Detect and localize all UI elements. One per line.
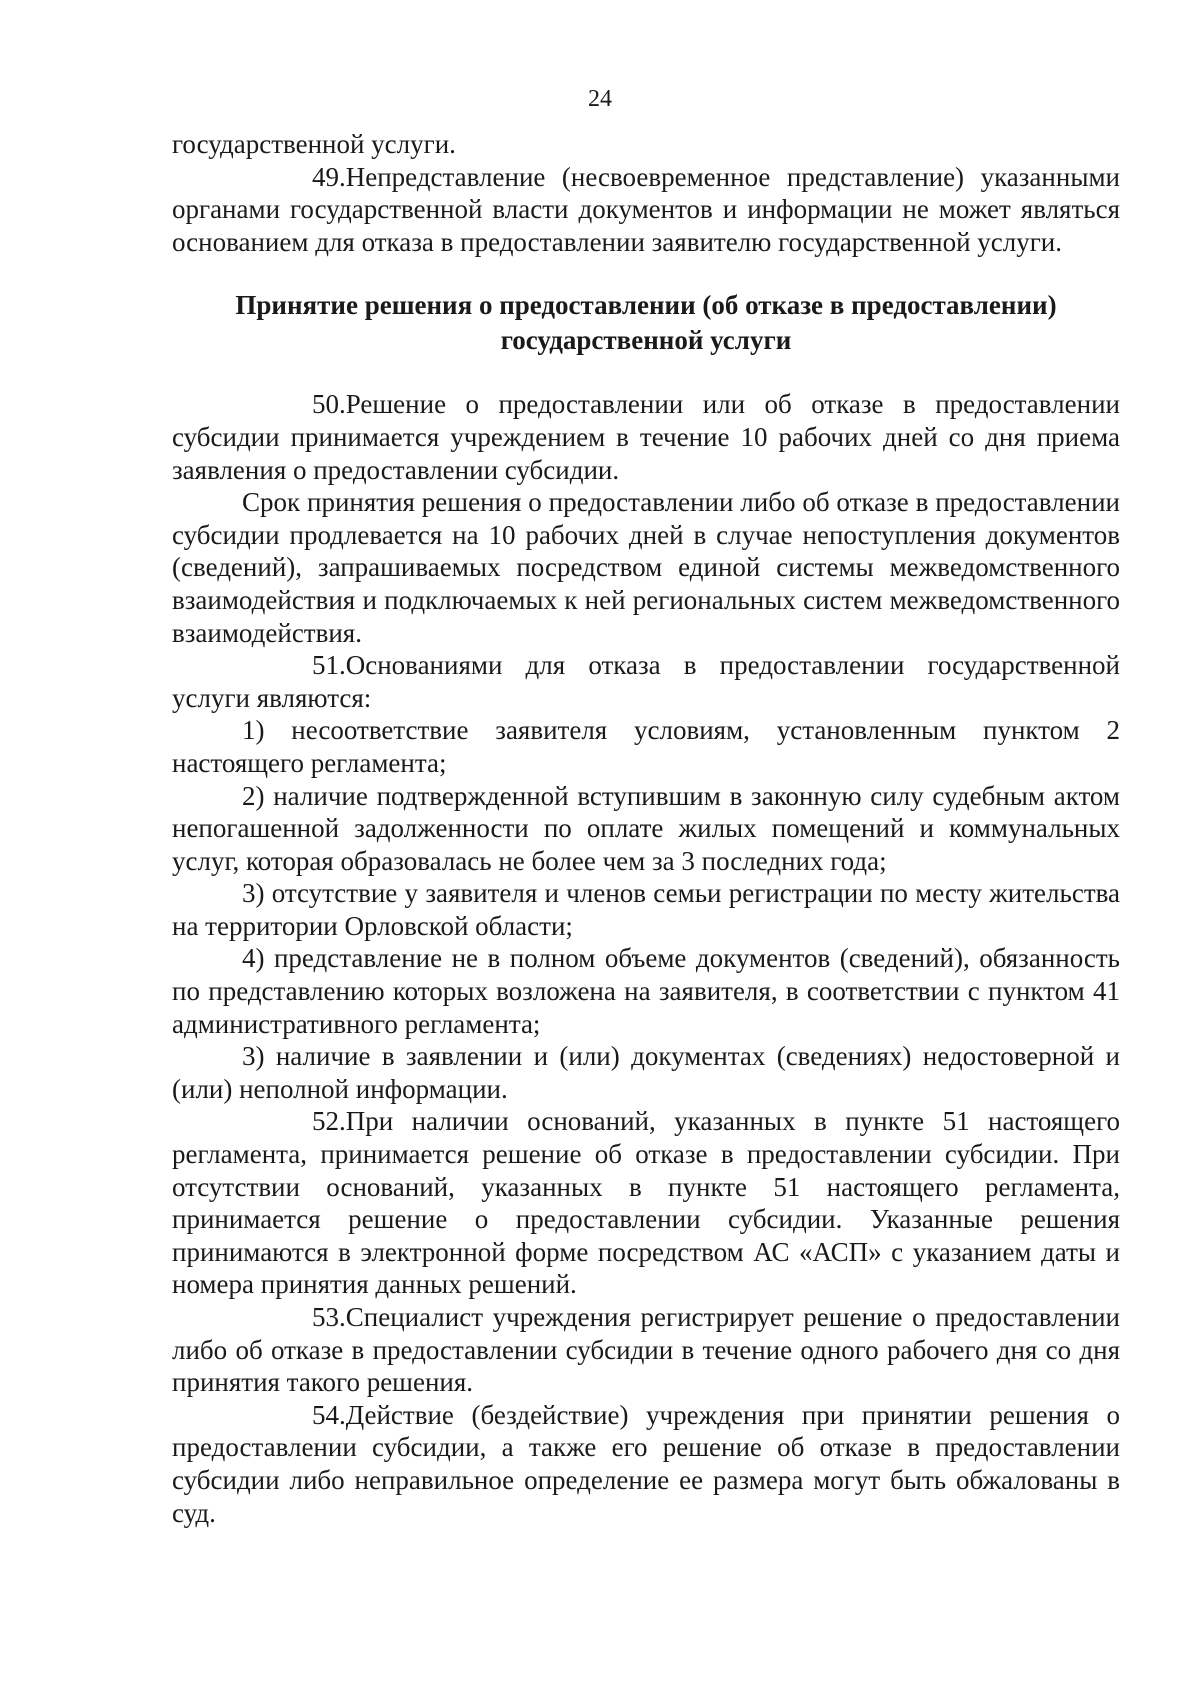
section-heading-line-1: Принятие решения о предоставлении (об отказе в предоставлении): [235, 290, 1057, 321]
paragraph-52: [172, 1105, 1120, 1301]
paragraph-number: 52.: [312, 1106, 346, 1137]
paragraph-text: Решение о предоставлении или об отказе в предоставлении субсидии принимается учреждением в течение 10 рабочих дней со дня приема заявления о предоставлении субсидии.: [172, 389, 1120, 485]
list-item-3: 3) отсутствие у заявителя и членов семьи регистрации по месту жительства на территории Орловской области;: [172, 878, 1120, 941]
paragraph-54: [172, 1399, 1120, 1529]
section-heading: [172, 288, 1120, 358]
paragraph-number: 49.: [312, 161, 346, 192]
page-number: 24: [588, 86, 612, 112]
paragraph-50: [172, 388, 1120, 486]
list-item-4: 4) представление не в полном объеме документов (сведений), обязанность по представлению которых возложена на заявителя, в соответствии с пунктом 41 административного регламента;: [172, 943, 1120, 1039]
document-body: [172, 128, 1120, 1529]
paragraph-49: [172, 161, 1120, 259]
paragraph-number: 51.: [312, 650, 346, 681]
paragraph-number: 54.: [312, 1399, 346, 1430]
paragraph-number: 53.: [312, 1302, 346, 1332]
list-item-2: 2) наличие подтвержденной вступившим в законную силу судебным актом непогашенной задолженности по оплате жилых помещений и коммунальных услуг, которая образовалась не более чем за 3 последних года;: [172, 780, 1120, 876]
section-heading-line-2: государственной услуги: [500, 325, 792, 356]
paragraph-53: [172, 1301, 1120, 1399]
list-item-5: 3) наличие в заявлении и (или) документах (сведениях) недостоверной и (или) неполной информации.: [172, 1041, 1120, 1104]
paragraph-text: Специалист учреждения регистрирует решение о предоставлении либо об отказе в предоставлении субсидии в течение одного рабочего дня со дня принятия такого решения.: [172, 1302, 1120, 1398]
paragraph-50-term: Срок принятия решения о предоставлении либо об отказе в предоставлении субсидии продлевается на 10 рабочих дней в случае непоступления документов (сведений), запрашиваемых посредством единой системы межведомственного взаимодействия и подключаемых к ней региональных систем межведомственного взаимодействия.: [172, 487, 1120, 648]
paragraph-number: 50.: [312, 389, 346, 420]
paragraph-text: При наличии оснований, указанных в пункте 51 настоящего регламента, принимается решение об отказе в предоставлении субсидии. При отсутствии оснований, указанных в пункте 51 настоящего регламента, принимается решение о предоставлении субсидии. Указанные решения принимаются в электронной форме посредством АС «АСП» с указанием даты и номера принятия данных решений.: [172, 1106, 1120, 1300]
paragraph-text: Действие (бездействие) учреждения при принятии решения о предоставлении субсидии, а также его решение об отказе в предоставлении субсидии либо неправильное определение ее размера могут быть обжалованы в суд.: [172, 1399, 1120, 1528]
paragraph-continuation: государственной услуги.: [172, 129, 456, 159]
paragraph-51: [172, 649, 1120, 714]
paragraph-text: Основаниями для отказа в предоставлении государственной услуги являются:: [172, 650, 1120, 713]
paragraph-text: Непредставление (несвоевременное представление) указанными органами государственной власти документов и информации не может являться основанием для отказа в предоставлении заявителю государственной услуги.: [172, 161, 1120, 257]
list-item-1: 1) несоответствие заявителя условиям, установленным пунктом 2 настоящего регламента;: [172, 715, 1120, 778]
